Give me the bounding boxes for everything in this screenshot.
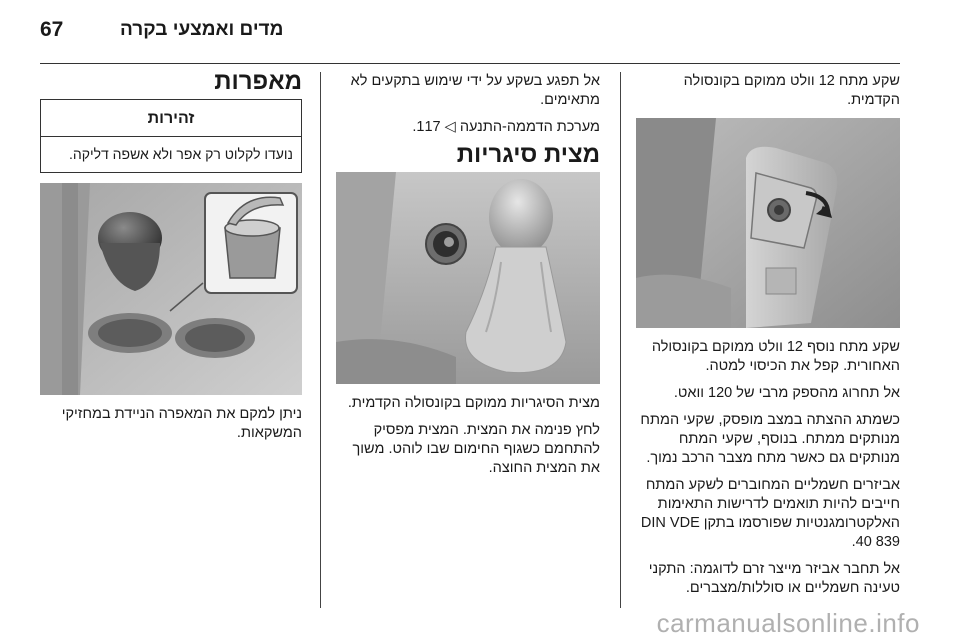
- no-charger-text: אל תחבר אביזר מייצר זרם לדוגמה: התקני טעינה חשמליים או סוללות/מצברים.: [648, 561, 900, 596]
- caution-text: נועדו לקלוט רק אפר ולא אשפה דליקה.: [68, 146, 293, 162]
- power-socket-photo: [636, 118, 900, 328]
- middle-column: [336, 72, 600, 486]
- socket-rear-text: שקע מתח נוסף 12 וולט ממוקם בקונסולה האחורית. קפל את הכיסוי למטה.: [651, 339, 900, 374]
- socket-front-text: שקע מתח 12 וולט ממוקם בקונסולה הקדמית.: [683, 73, 900, 108]
- header-rule: [40, 63, 900, 64]
- lighter-location-text: מצית הסיגריות ממוקם בקונסולה הקדמית.: [347, 395, 600, 411]
- page-number: 67: [40, 18, 64, 41]
- caution-box: [40, 99, 302, 173]
- ignition-off-text: כשמתג ההצתה במצב מופסק, שקעי המתח מנותקים ממתח. בנוסף, שקעי המתח מנותקים גם כאשר מתח מצבר הרכב נמוך.: [640, 412, 900, 466]
- socket-warning-text: אל תפגע בשקע על ידי שימוש בתקעים לא מתאימים.: [350, 73, 600, 108]
- emc-standard-text: אביזרים חשמליים המחוברים לשקע המתח חייבים להיות תואמים לדרישות התאימות האלקטרומגנטיות שפורסמו בתקן DIN VDE 40 839.: [640, 477, 900, 550]
- right-column: [636, 72, 900, 606]
- column-divider-right: [620, 72, 621, 608]
- caution-title: זהירות: [41, 100, 301, 137]
- page-header-title: מדים ואמצעי בקרה: [120, 19, 284, 40]
- left-column: [40, 68, 302, 451]
- ashtray-photo: [40, 183, 302, 395]
- cigarette-lighter-heading: מצית סיגריות: [456, 141, 600, 168]
- stop-start-ref: מערכת הדממה-התנעה ◁ 117.: [412, 119, 600, 135]
- ashtray-placement-text: ניתן למקם את המאפרה הניידת במחזיקי המשקאות.: [61, 406, 302, 441]
- max-power-text: אל תחרוג מהספק מרבי של 120 וואט.: [673, 385, 900, 401]
- cigarette-lighter-photo: [336, 172, 600, 384]
- lighter-usage-text: לחץ פנימה את המצית. המצית מפסיק להתחמם כשגוף החימום שבו לוהט. משוך את המצית החוצה.: [352, 422, 600, 476]
- ashtrays-heading: מאפרות: [214, 68, 302, 95]
- watermark: carmanualsonline.info: [656, 608, 920, 638]
- column-divider-left: [320, 72, 321, 608]
